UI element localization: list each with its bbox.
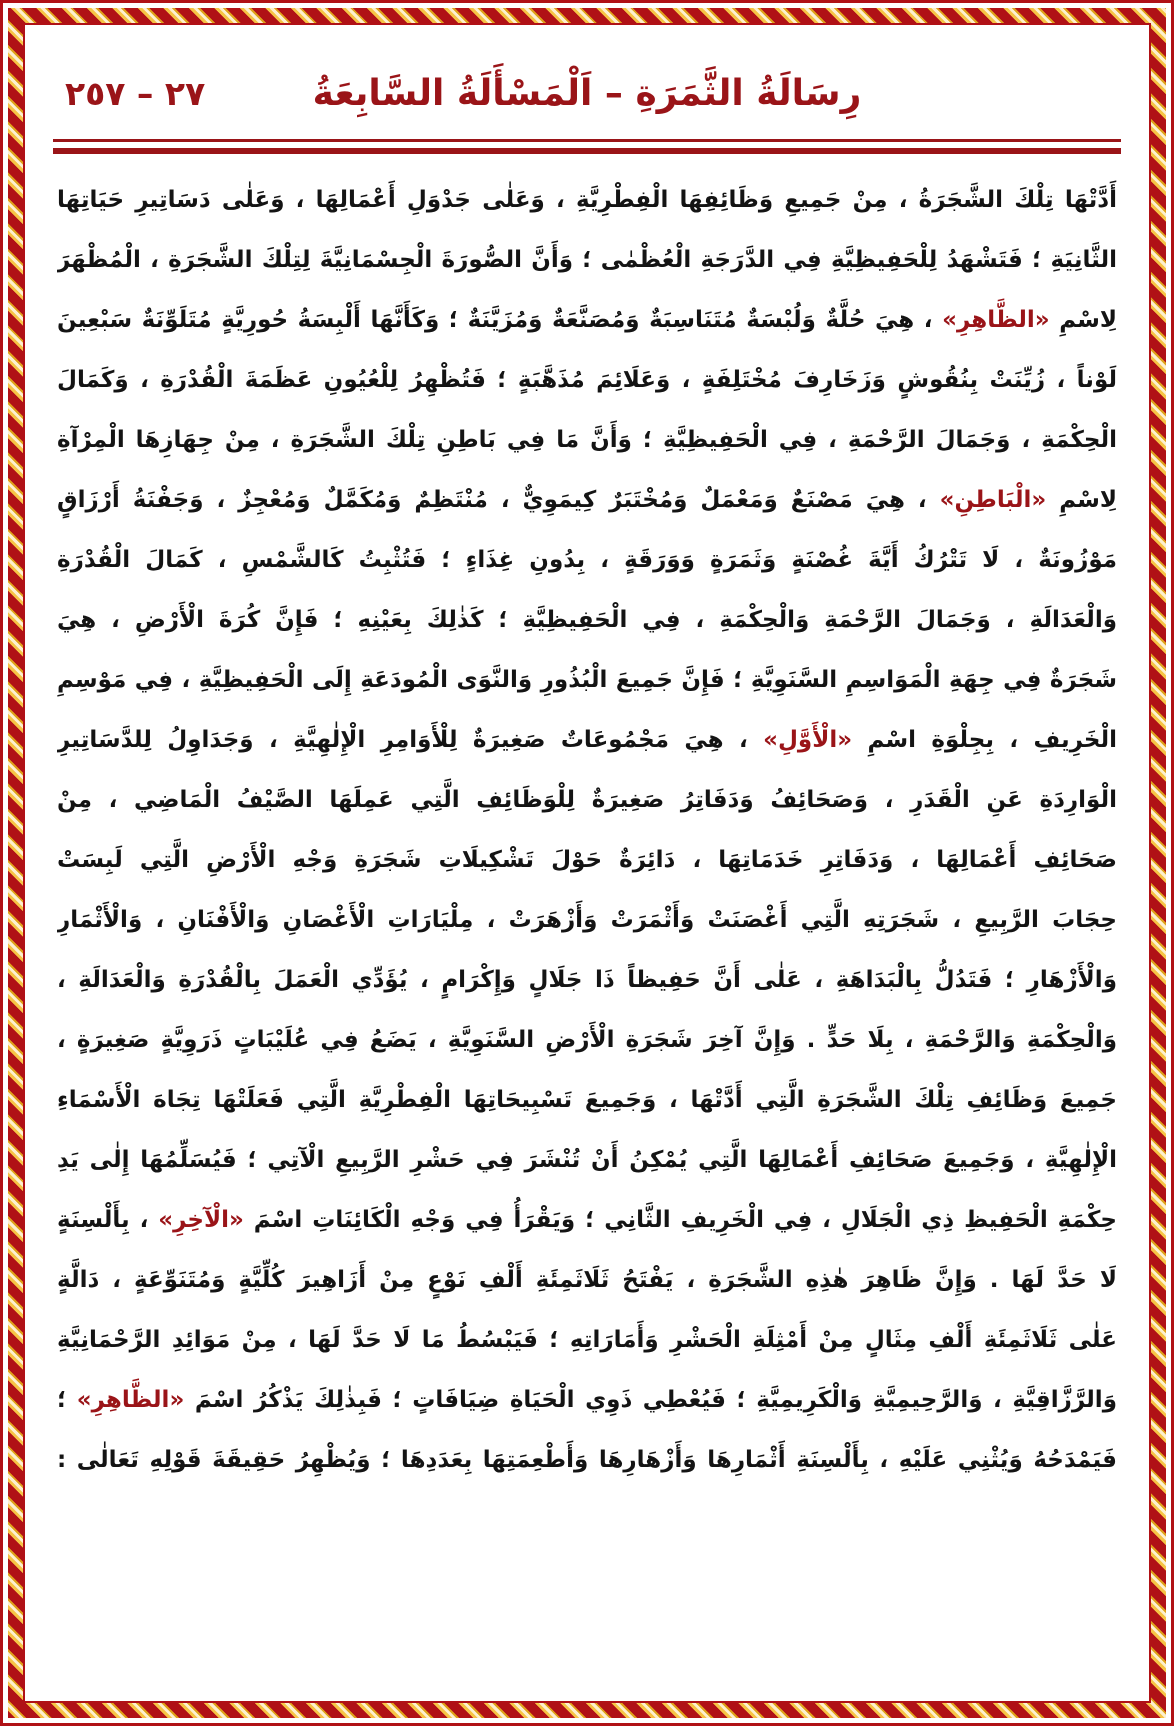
text-line (57, 650, 1117, 710)
border-inner-line (23, 23, 1151, 1703)
text-line (57, 890, 1117, 950)
page-title: رِسَالَةُ الثَّمَرَةِ – اَلْمَسْأَلَةُ السَّابِعَةُ (312, 73, 862, 114)
text-line (57, 1010, 1117, 1070)
text-segment: ؛ (57, 1387, 77, 1413)
text-line (57, 950, 1117, 1010)
text-segment: أَدَّتْهَا تِلْكَ الشَّجَرَةُ ، مِنْ جَمِيعِ وَظَائِفِهَا الْفِطْرِيَّةِ ، وَعَلٰى جَدْوَلِ أَعْمَالِهَا ، وَعَلٰى دَسَاتِيرِ حَيَاتِهَا (57, 187, 1117, 213)
text-line (57, 590, 1117, 650)
page-number: ٢٧ – ٢٥٧ (65, 74, 206, 113)
text-segment: فَيَمْدَحُهُ وَيُثْنِي عَلَيْهِ ، بِأَلْسِنَةِ أَثْمَارِهَا وَأَزْهَارِهَا وَأَطْعِمَتِهَا بِعَدَدِهَا ؛ وَيُظْهِرُ حَقِيقَةَ قَوْلِهِ تَعَالٰى : (57, 1447, 1117, 1473)
text-line (57, 290, 1117, 350)
text-segment: الْوَارِدَةِ عَنِ الْقَدَرِ ، وَصَحَائِفُ وَدَفَاتِرُ صَغِيرَةٌ لِلْوَظَائِفِ الَّتِي عَمِلَهَا الصَّيْفُ الْمَاضِي ، مِنْ (57, 787, 1117, 813)
text-line (57, 230, 1117, 290)
text-segment: جَمِيعَ وَظَائِفِ تِلْكَ الشَّجَرَةِ الَّتِي أَدَّتْهَا ، وَجَمِيعَ تَسْبِيحَاتِهَا الْفِطْرِيَّةِ الَّتِي فَعَلَتْهَا تِجَاهَ الْأَسْمَاءِ (57, 1087, 1117, 1113)
text-line (57, 1370, 1117, 1430)
divine-name-highlight: «الْبَاطِنِ» (939, 487, 1047, 513)
text-segment: الْإِلٰهِيَّةِ ، وَجَمِيعَ صَحَائِفِ أَعْمَالِهَا الَّتِي يُمْكِنُ أَنْ تُنْشَرَ فِي حَشْرِ الرَّبِيعِ الْآتِي ؛ فَيُسَلِّمُهَا إِلٰى يَدِ (57, 1147, 1117, 1173)
text-segment: لَا حَدَّ لَهَا . وَإِنَّ ظَاهِرَ هٰذِهِ الشَّجَرَةِ ، يَفْتَحُ ثَلَاثَمِئَةِ أَلْفِ نَوْعٍ مِنْ أَزَاهِيرَ كُلِّيَّةٍ وَمُتَنَوِّعَةٍ ، دَالَّةٍ (57, 1267, 1117, 1293)
text-segment: وَالْأَزْهَارِ ؛ فَتَدُلُّ بِالْبَدَاهَةِ ، عَلٰى أَنَّ حَفِيظاً ذَا جَلَالٍ وَإِكْرَامٍ ، يُؤَدِّي الْعَمَلَ بِالْقُدْرَةِ وَالْعَدَالَةِ ، (57, 967, 1117, 993)
text-line (57, 1190, 1117, 1250)
divine-name-highlight: «الْأَوَّلِ» (763, 727, 853, 753)
text-segment: الْخَرِيفِ ، بِجِلْوَةِ اسْمِ (852, 727, 1117, 753)
text-line (57, 530, 1117, 590)
text-line (57, 1310, 1117, 1370)
text-segment: لِاسْمِ (1049, 307, 1117, 333)
page-header (51, 59, 1123, 133)
text-segment: وَالْحِكْمَةِ وَالرَّحْمَةِ ، بِلَا حَدٍّ . وَإِنَّ آخِرَ شَجَرَةِ الْأَرْضِ السَّنَوِيَّةِ ، يَضَعُ فِي عُلَيْبَاتٍ ذَرَوِيَّةٍ صَغِيرَةٍ ، (57, 1027, 1117, 1053)
text-line (57, 1070, 1117, 1130)
text-segment: ، هِيَ حُلَّةٌ وَلُبْسَةٌ مُتَنَاسِبَةٌ وَمُصَنَّعَةٌ وَمُزَيَّنَةٌ ؛ وَكَأَنَّهَا أَلْبِسَةُ حُورِيَّةٍ مُتَلَوِّنَةٌ سَبْعِينَ (57, 307, 943, 333)
text-segment: الثَّانِيَةِ ؛ فَتَشْهَدُ لِلْحَفِيظِيَّةِ فِي الدَّرَجَةِ الْعُظْمٰى ؛ وَأَنَّ الصُّورَةَ الْجِسْمَانِيَّةَ لِتِلْكَ الشَّجَرَةِ ، الْمُظْهَرَ (57, 247, 1117, 273)
text-segment: حِجَابَ الرَّبِيعِ ، شَجَرَتِهِ الَّتِي أَغْصَنَتْ وَأَثْمَرَتْ وَأَزْهَرَتْ ، مِلْيَارَاتِ الْأَغْصَانِ وَالْأَفْنَانِ ، وَالْأَثْمَارِ (57, 907, 1117, 933)
text-line (57, 830, 1117, 890)
text-segment: ، بِأَلْسِنَةٍ (57, 1207, 159, 1233)
border-pattern-band (8, 8, 1166, 1718)
text-line (57, 1430, 1117, 1490)
text-segment: حِكْمَةِ الْحَفِيظِ ذِي الْجَلَالِ ، فِي الْخَرِيفِ الثَّانِي ؛ وَيَقْرَأُ فِي وَجْهِ الْكَائِنَاتِ اسْمَ (243, 1207, 1117, 1233)
text-line (57, 770, 1117, 830)
divine-name-highlight: «الْآخِرِ» (158, 1207, 244, 1233)
text-line (57, 710, 1117, 770)
text-line (57, 1250, 1117, 1310)
text-segment: ، هِيَ مَجْمُوعَاتٌ صَغِيرَةٌ لِلْأَوَامِرِ الْإِلٰهِيَّةِ ، وَجَدَاوِلُ لِلدَّسَاتِيرِ (57, 727, 764, 753)
text-segment: مَوْزُونَةٌ ، لَا تَتْرُكُ أَيَّةَ غُصْنَةٍ وَثَمَرَةٍ وَوَرَقَةٍ ، بِدُونِ غِذَاءٍ ؛ فَتُثْبِتُ كَالشَّمْسِ ، كَمَالَ الْقُدْرَةِ (57, 547, 1117, 573)
header-divider (53, 139, 1121, 154)
text-line (57, 1130, 1117, 1190)
text-line (57, 410, 1117, 470)
text-segment: ، هِيَ مَصْنَعٌ وَمَعْمَلٌ وَمُخْتَبَرٌ كِيمَوِيٌّ ، مُنْتَظِمٌ وَمُكَمَّلٌ وَمُعْجِزٌ ، وَجَفْنَةُ أَرْزَاقٍ (57, 487, 940, 513)
text-segment: لَوْناً ، زُيِّنَتْ بِنُقُوشٍ وَزَخَارِفَ مُخْتَلِفَةٍ ، وَعَلَائِمَ مُذَهَّبَةٍ ؛ فَتُظْهِرُ لِلْعُيُونِ عَظَمَةَ الْقُدْرَةِ ، وَكَمَالَ (57, 367, 1117, 393)
text-segment: شَجَرَةٌ فِي جِهَةِ الْمَوَاسِمِ السَّنَوِيَّةِ ؛ فَإِنَّ جَمِيعَ الْبُذُورِ وَالنَّوَى الْمُودَعَةِ إِلَى الْحَفِيظِيَّةِ ، فِي مَوْسِمِ (57, 667, 1117, 693)
text-segment: وَالْعَدَالَةِ ، وَجَمَالَ الرَّحْمَةِ وَالْحِكْمَةِ ، فِي الْحَفِيظِيَّةِ ؛ كَذٰلِكَ بِعَيْنِهِ ؛ فَإِنَّ كُرَةَ الْأَرْضِ ، هِيَ (57, 607, 1117, 633)
text-line (57, 170, 1117, 230)
divine-name-highlight: «الظَّاهِرِ» (942, 307, 1050, 333)
text-segment: وَالرَّزَّاقِيَّةِ ، وَالرَّحِيمِيَّةِ وَالْكَرِيمِيَّةِ ؛ فَيُعْطِي ذَوِي الْحَيَاةِ ضِيَافَاتٍ ؛ فَبِذٰلِكَ يَذْكُرُ اسْمَ (184, 1387, 1117, 1413)
text-segment: لِاسْمِ (1046, 487, 1117, 513)
text-segment: عَلٰى ثَلَاثَمِئَةِ أَلْفِ مِثَالٍ مِنْ أَمْثِلَةِ الْحَشْرِ وَأَمَارَاتِهِ ؛ فَيَبْسُطُ مَا لَا حَدَّ لَهَا ، مِنْ مَوَائِدِ الرَّحْمَانِيَّةِ (57, 1327, 1117, 1353)
page-content (25, 25, 1149, 1490)
body-text (51, 170, 1123, 1490)
text-segment: صَحَائِفِ أَعْمَالِهَا ، وَدَفَاتِرِ خَدَمَاتِهَا ، دَائِرَةٌ حَوْلَ تَشْكِيلَاتِ شَجَرَةِ وَجْهِ الْأَرْضِ الَّتِي لَبِسَتْ (57, 847, 1117, 873)
text-segment: الْحِكْمَةِ ، وَجَمَالَ الرَّحْمَةِ ، فِي الْحَفِيظِيَّةِ ؛ وَأَنَّ مَا فِي بَاطِنِ تِلْكَ الشَّجَرَةِ ، مِنْ جِهَازِهَا الْمِرْآةِ (57, 427, 1117, 453)
text-line (57, 350, 1117, 410)
text-line (57, 470, 1117, 530)
divine-name-highlight: «الظَّاهِرِ» (76, 1387, 185, 1413)
